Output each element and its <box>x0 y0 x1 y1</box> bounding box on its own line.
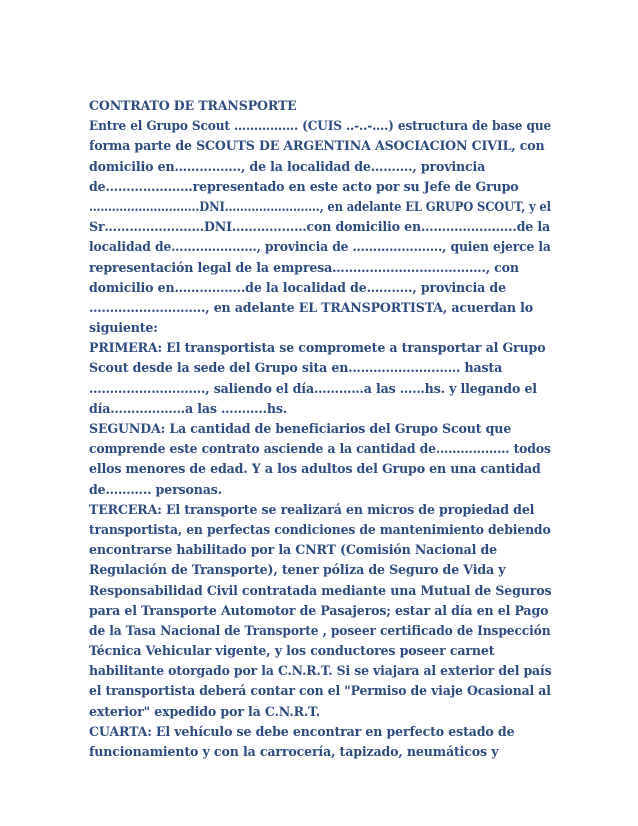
text-line: ………………………..DNI……………………., en adelante EL GRUPO SCOUT, y el <box>89 198 551 214</box>
text-line: Regulación de Transporte), tener póliza de Seguro de Vida y <box>89 562 506 578</box>
text-line: Scout desde la sede del Grupo sita en……………………… hasta <box>89 360 503 376</box>
text-line: SEGUNDA: La cantidad de beneficiarios del Grupo Scout que <box>89 421 512 436</box>
document-title: CONTRATO DE TRANSPORTE <box>89 98 297 113</box>
text-line: Técnica Vehicular vigente, y los conductores poseer carnet <box>89 643 495 659</box>
text-line: el transportista deberá contar con el "Permiso de viaje Ocasional al <box>89 683 551 699</box>
text-line: exterior" expedido por la C.N.R.T. <box>89 703 320 719</box>
text-line: TERCERA: El transporte se realizará en micros de propiedad del <box>89 501 535 517</box>
contract-text <box>89 96 551 762</box>
text-line: habilitante otorgado por la C.N.R.T. Si se viajara al exterior del país <box>89 663 552 679</box>
text-line: ………………………., en adelante EL TRANSPORTISTA, acuerdan lo <box>89 299 534 315</box>
text-line: para el Transporte Automotor de Pasajeros; estar al día en el Pago <box>89 602 549 618</box>
text-line: Responsabilidad Civil contratada mediante una Mutual de Seguros <box>89 582 552 598</box>
text-line: transportista, en perfectas condiciones de mantenimiento debiendo <box>89 521 551 537</box>
text-line: funcionamiento y con la carrocería, tapizado, neumáticos y <box>89 744 499 759</box>
text-line: ………………………., saliendo el día…………a las ……hs. y llegando el <box>89 380 537 396</box>
text-line: día………………a las ………..hs. <box>89 400 288 416</box>
text-line: localidad de…………………, provincia de …………………., quien ejerce la <box>89 239 551 255</box>
text-line: comprende este contrato asciende a la cantidad de……………… todos <box>89 441 551 457</box>
text-line: domicilio en……………..de la localidad de……….., provincia de <box>89 279 506 295</box>
text-line: CUARTA: El vehículo se debe encontrar en perfecto estado de <box>89 723 515 739</box>
text-line: siguiente: <box>89 320 158 336</box>
text-line: ellos menores de edad. Y a los adultos del Grupo en una cantidad <box>89 461 541 477</box>
text-line: PRIMERA: El transportista se compromete a transportar al Grupo <box>89 340 546 356</box>
text-line: domicilio en……………., de la localidad de………., provincia <box>89 158 486 174</box>
text-line: Sr……………………DNI………………con domicilio en…………………..de la <box>89 219 550 235</box>
text-line: de la Tasa Nacional de Transporte , poseer certificado de Inspección <box>89 622 551 638</box>
text-line: Entre el Grupo Scout ……………. (CUIS ..-..-….) estructura de base que <box>89 118 552 134</box>
text-line: de……….. personas. <box>89 481 222 497</box>
text-line: forma parte de SCOUTS DE ARGENTINA ASOCIACION CIVIL, con <box>89 138 545 154</box>
text-line: de…………………representado en este acto por su Jefe de Grupo <box>89 178 519 194</box>
text-line: encontrarse habilitado por la CNRT (Comisión Nacional de <box>89 542 497 558</box>
text-line: representación legal de la empresa………………………………., con <box>89 259 519 275</box>
